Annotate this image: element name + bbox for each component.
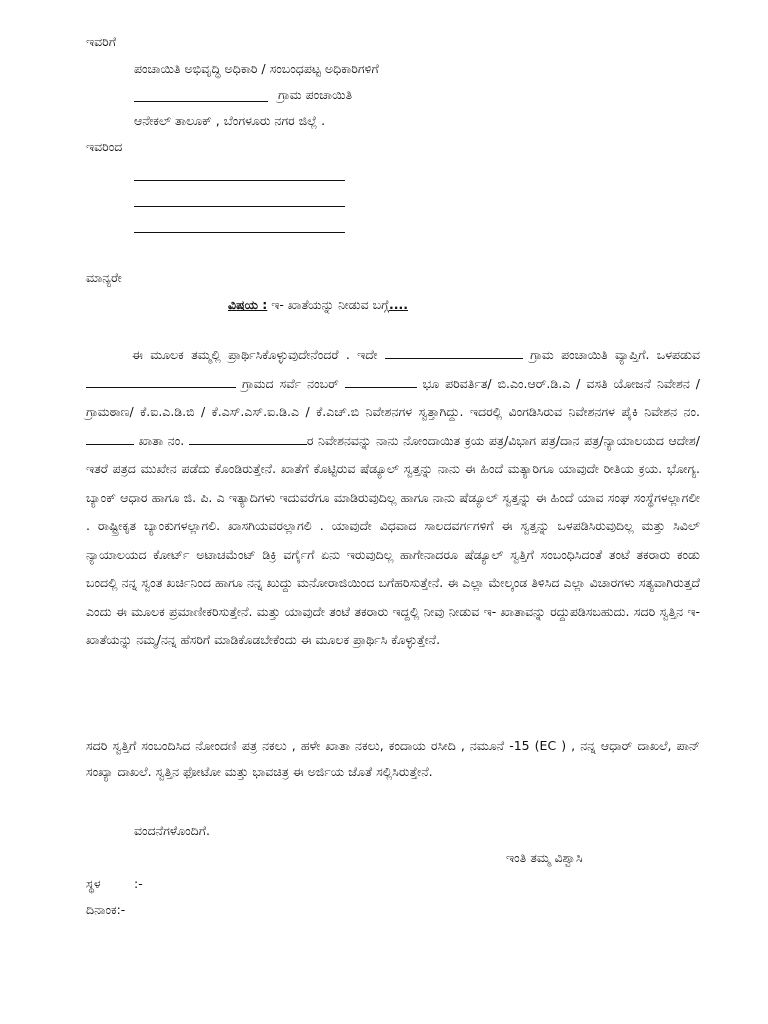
place-separator: :- [134,876,143,891]
sender-blank-line-2 [134,206,345,207]
subject-label: ವಿಷಯ : [228,297,268,312]
subject-text: ಇ- ಖಾತೆಯನ್ನು ನೀಡುವ ಬಗ್ಗೆ [271,297,390,312]
body-s5: ಖಾತಾ ನಂ. [138,432,185,448]
place-label: ಸ್ಥಳ [86,876,101,891]
date-label: ದಿನಾಂಕ:- [86,902,126,917]
body-s1: ಈ ಮೂಲಕ ತಮ್ಮಲ್ಲಿ ಪ್ರಾರ್ಥಿಸಿಕೊಳ್ಳುವುದೇನೆಂದರೆ . ಇದೇ [132,347,378,362]
village-blank-2 [86,386,236,388]
signoff: ಇಂತಿ ತಮ್ಮ ವಿಶ್ವಾಸಿ [506,850,583,865]
addressee-line-2: ಗ್ರಾಮ ಪಂಚಾಯಿತಿ [278,87,353,102]
subject-dots: .... [389,297,409,312]
sender-blank-line-1 [134,180,345,181]
enclosures-paragraph: ಸದರಿ ಸ್ವತ್ತಿಗೆ ಸಂಬಂದಿಸಿದ ನೋಂದಣಿ ಪತ್ರ ನಕಲು , ಹಳೇ ಖಾತಾ ನಕಲು, ಕಂದಾಯ ರಸೀದಿ , ನಮೂನೆ -15 (EC ) , ನನ್ನ ಆಧಾರ್ ದಾಖಲೆ, ಪಾನ್ ಸಂಖ್ಯಾ ದಾಖಲೆ. ಸ್ವತ್ತಿನ ಫೋಟೋ ಮತ್ತು ಭಾವಚಿತ್ರ ಈ ಅರ್ಜಿಯ ಜೊತೆ ಸಲ್ಲಿಸಿರುತ್ತೇನೆ. [86,738,700,779]
body-s6: ರ ನಿವೇಶನವನ್ನು ನಾನು ನೋಂದಾಯಿತ ಕ್ರಯ ಪತ್ರ/ವಿಭಾಗ ಪತ್ರ/ದಾನ ಪತ್ರ/ನ್ಯಾಯಾಲಯದ ಆದೇಶ/ಇತರೆ ಪತ್ರದ ಮುಖೇನ ಪಡೆದು ಕೊಂಡಿರುತ್ತೇನೆ. ಖಾತೆಗೆ ಕೊಟ್ಟಿರುವ ಷೆಡ್ಯೂಲ್ ಸ್ವತ್ತನ್ನು ನಾನು ಈ ಹಿಂದೆ ಮತ್ಯಾರಿಗೂ ಯಾವುದೇ ರೀತಿಯ ಕ್ರಯ. ಭೋಗ್ಯ. ಬ್ಯಾಂಕ್ ಆಧಾರ ಹಾಗೂ ಜಿ. ಪಿ. ಎ ಇತ್ಯಾದಿಗಳು ಇದುವರೆಗೂ ಮಾಡಿರುವುದಿಲ್ಲ ಹಾಗೂ ನಾನು ಷೆಡ್ಯೂಲ್ ಸ್ವತ್ತನ್ನು ಈ ಹಿಂದೆ ಯಾವ ಸಂಘ ಸಂಸ್ಥೆಗಳಲ್ಲಾಗಲೀ . ರಾಷ್ಟ್ರೀಕೃತ ಬ್ಯಾಂಕುಗಳಲ್ಲಾಗಲಿ. ಖಾಸಗಿಯವರಲ್ಲಾಗಲಿ . ಯಾವುದೇ ವಿಧವಾದ ಸಾಲದವರ್ಗಗಳಿಗೆ ಈ ಸ್ವತ್ತನ್ನು ಒಳಪಡಿಸಿರುವುದಿಲ್ಲ ಮತ್ತು ಸಿವಿಲ್ ನ್ಯಾಯಾಲಯದ ಕೋರ್ಟ್ ಅಟಾಚಮೆಂಟ್ ಡಿಕ್ರಿ ವರ್ಗೈಗೆ ಏನು ಇರುವುದಿಲ್ಲ ಹಾಗೇನಾದರೂ ಷೆಡ್ಯೂಲ್ ಸ್ವತ್ತಿಗೆ ಸಂಬಂಧಿಸಿದಂತೆ ತಂಟೆ ತಕರಾರು ಕಂಡು ಬಂದಲ್ಲಿ ನನ್ನ ಸ್ವಂತ ಖರ್ಚಿನಿಂದ ಹಾಗೂ ನನ್ನ ಖುದ್ದು ಮನೋರಾಜಿಯಿಂದ ಬಗೆಹರಿಸುತ್ತೇನೆ. ಈ ಎಲ್ಲಾ ಮೇಲ್ಕಂಡ ತಿಳಿಸಿದ ಎಲ್ಲಾ ವಿಚಾರಗಳು ಸತ್ಯವಾಗಿರುತ್ತದೆ ಎಂದು ಈ ಮೂಲಕ ಪ್ರಮಾಣೀಕರಿಸುತ್ತೇನೆ. ಮತ್ತು ಯಾವುದೇ ತಂಟೆ ತಕರಾರು ಇದ್ದಲ್ಲಿ ನೀವು ನೀಡುವ ಇ- ಖಾತಾವನ್ನು ರದ್ದುಪಡಿಸಬಹುದು. ಸದರಿ ಸ್ವತ್ತಿನ ಇ- ಖಾತೆಯನ್ನು ನಮ್ಮ/ನನ್ನ ಹೆಸರಿಗೆ ಮಾಡಿಕೊಡಬೇಕೆಂದು ಈ ಮೂಲಕ ಪ್ರಾರ್ಥಿಸಿ ಕೊಳ್ಳುತ್ತೇನೆ. [86,432,700,647]
survey-number-blank [345,386,417,388]
site-number-blank [86,443,134,445]
closing: ವಂದನೆಗಳೊಂದಿಗೆ. [134,823,210,838]
khata-number-blank [189,443,307,445]
sender-blank-line-3 [134,232,345,233]
from-label: ಇವರಿಂದ [86,139,123,154]
body-s4: ಭೂ ಪರಿವರ್ತಿತ/ ಬಿ.ಎಂ.ಆರ್.ಡಿ.ಎ / ವಸತಿ ಯೋಜನೆ ನಿವೇಶನ / ಗ್ರಾಮಠಾಣ/ ಕೆ.ಐ.ಎ.ಡಿ.ಬಿ / ಕೆ.ಎಸ್.ಎಸ್.ಐ.ಡಿ.ಎ / ಕೆ.ಎಚ್.ಬಿ ನಿವೇಶನಗಳ ಸ್ವತ್ತಾಗಿದ್ದು. ಇದರಲ್ಲಿ ವಿಂಗಡಿಸಿರುವ ನಿವೇಶನಗಳ ಪೈಕಿ ನಿವೇಶನ ನಂ. [86,375,700,419]
body-paragraph [86,341,700,655]
body-s3: ಗ್ರಾಮದ ಸರ್ವೆ ನಂಬರ್ [241,375,339,391]
village-name-blank [385,357,523,359]
body-s2: ಗ್ರಾಮ ಪಂಚಾಯಿತಿ ವ್ಯಾಪ್ತಿಗೆ. ಒಳಪಡುವ [530,347,700,362]
salutation: ಮಾನ್ಯರೇ [86,270,122,285]
village-blank [134,101,268,102]
to-label: ಇವರಿಗೆ [86,34,117,49]
addressee-line-3: ಆನೇಕಲ್ ತಾಲೂಕ್ , ಬೆಂಗಳೂರು ನಗರ ಜಿಲ್ಲೆ . [134,113,326,128]
subject-line [228,297,408,313]
addressee-line-1: ಪಂಚಾಯಿತಿ ಅಭಿವೃದ್ಧಿ ಅಧಿಕಾರಿ / ಸಂಬಂಧಪಟ್ಟ ಅಧಿಕಾರಿಗಳಿಗೆ [134,61,379,76]
